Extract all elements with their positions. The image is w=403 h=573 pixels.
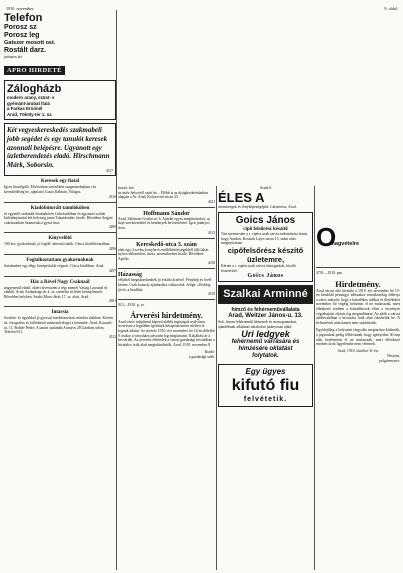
- hirdetmeny-title: Hirdetmény.: [335, 278, 381, 289]
- phone-line: Porosz sz: [4, 24, 37, 31]
- goics-sign: Goics János: [247, 273, 284, 280]
- hirdetmeny-sign-2: polgármester.: [379, 358, 400, 363]
- hirdetmeny-date: Arad, 1910. október 31-én.: [337, 348, 379, 353]
- ad-title: Intarsia: [51, 310, 69, 316]
- ad-text: Szobrái- és ágyakkal jó gyorsul faerkészeztzni, minden alakban. Kérem sk. fotográfus és különböző műtermű eleget a kezembe. Arad, Kossuth-ut. 11. Bobler Pedre. A tanári szakmák Aranyos 28 Gárdom udvar. Telefon 611.: [4, 316, 113, 335]
- magvetel-ad: [316, 222, 400, 252]
- divider: [4, 306, 116, 307]
- szalkai-banner: [218, 285, 313, 304]
- kifuto-ad: [218, 364, 313, 407]
- header-page: 9. oldal.: [384, 6, 398, 11]
- ad-title: Ház a Rével Nagy Csaknaál: [30, 279, 90, 285]
- column-4: [316, 186, 400, 364]
- hirdetmeny-ref: 4791—1910. pm.: [316, 271, 343, 275]
- column-2: [118, 186, 215, 359]
- ket-text: Két vegyeskereskedés szakmabeli jobb segédet és egy tanulót keresek azonnali belépésre. Ugyanott egy üzletberendezés eladó. Hirschmann Márk, Soborsin.: [7, 126, 110, 169]
- eles-title: ÉLES A: [218, 189, 265, 205]
- phone-line: jutányos ári: [4, 54, 22, 59]
- header-date: 1910. november.: [6, 6, 35, 11]
- small-ad: [4, 280, 116, 304]
- ad-price: 4312: [108, 334, 116, 339]
- divider: [4, 232, 116, 233]
- divider: [4, 202, 116, 203]
- ad-text: angyenesül eladó, akiért átvesszem a régi mentét Vastag Lajosnál és eladók. Arad, Szabadság-tér 4. sz. rendelni itt lehet kénnyítennél. Bővebbet helyben, Szabó Marx-Járás 17. sz. alatt. Arad.: [4, 285, 108, 299]
- small-ad: [118, 211, 215, 235]
- hirdetmeny-sign: Netyem,: [387, 354, 400, 359]
- zalog-line: Arad, Tököly-tér 1. sz.: [7, 111, 53, 117]
- divider: [4, 276, 116, 277]
- eles-text: szemüvegek és fényképezőgépek. Látszerész, Arad.: [218, 204, 297, 209]
- zalog-line: modern arany, ezüst- s: [7, 95, 55, 101]
- ad-title: Kiadóbútorált tanulóköben: [30, 205, 90, 211]
- column-1: [4, 12, 116, 339]
- column-divider: [116, 10, 117, 570]
- kifuto-line: kifutó fiu: [231, 377, 300, 395]
- uri-line-3: hímzésére oktatást: [238, 346, 293, 353]
- ad-text: 100 kor. gyakorlattal, jó fogfál- keresni tudok. Cím a kiadóhivatalban.: [4, 242, 111, 247]
- hirdetmeny-text-2: Egyidejűleg a helyszíni tárgyalás megtartása kitűzetik, a jogosultak pedig felhívatnak, hogy igényeiket 30 nap alatt bejelenteni el ne mulasszák, mert ellenkező esetben azok figyelembe nem vétetnek.: [316, 328, 400, 347]
- zalog-line: gyémánt-árubat ltalá: [7, 100, 50, 106]
- fehernemu-line: hímző és fehérneművállalata: [231, 307, 300, 314]
- small-ad: [4, 206, 116, 230]
- ad-price: 4289: [108, 225, 116, 230]
- ket-ad: [4, 123, 116, 176]
- zalog-line: a Farkas Ernőnél: [7, 106, 43, 112]
- ad-text: Arad, Salétrom-Gyülai ut. 6. Ajánlat egyes megbízásokra, uj hajó szerkezetekre és kémények bevezetésére. Igen jutányos áron.: [118, 216, 210, 230]
- column-3: [218, 186, 313, 410]
- egy-ugyes: Egy ügyes: [245, 367, 286, 377]
- uri-line: Uri ledgyek: [241, 329, 290, 340]
- top-label: Aradi 6: [259, 186, 272, 190]
- small-ad: [118, 272, 215, 296]
- goics-big: cipőfelsőrész készítő üzletemre,: [227, 245, 304, 264]
- top-price: 4321: [207, 199, 215, 204]
- ad-title: Keresek egy fiatal: [40, 179, 80, 185]
- goics-text-2: Kérem a t. cipész urak szíves támogatását, kiváló tisztelettel:: [221, 263, 296, 273]
- ad-title: Kínyvelőtő: [48, 236, 72, 242]
- ad-text: Igyes kiszolgáló. Elsősorban szerződési szagmászbajban s ki kereskedőség be, ajánlatot Gusta Kálmán, Világos.: [4, 185, 97, 195]
- ad-title: Kereskedő-utca 3. szám: [136, 241, 197, 248]
- page-header: [6, 6, 398, 11]
- small-ad: [4, 179, 116, 198]
- ad-text: és egyenlő szakmák Szabadtéren Cukrászdában és ugyanott szobái különbejárattal két helyiség jutna Tukaidembe; kiadó. Bővebbet Szigeti cukrászatban Szamosútca gymi-útca.: [4, 211, 113, 225]
- ad-text: céljából megismerkednék jó erkölcsű nővel. Fénykép és levél kérem. Csak komoly ajánlatokra válaszolok. Jelige: »Boldog jövő« a kiadóba.: [118, 278, 212, 292]
- column-divider: [314, 186, 315, 570]
- divider: [118, 299, 215, 300]
- ad-price: 4297: [108, 268, 116, 273]
- phone-line: Gatszer mosott ost.: [4, 40, 56, 46]
- ad-price: 4296: [108, 247, 116, 251]
- felvetetik-line: felvétetik.: [243, 396, 288, 404]
- small-ad: [118, 242, 215, 266]
- goics-sub: cipő felsőrész készítő: [243, 227, 288, 233]
- small-ad: [4, 258, 116, 273]
- ket-price: 4317: [105, 169, 113, 174]
- zalog-title: Zálogházb: [7, 83, 62, 96]
- ad-price: 4301: [108, 299, 116, 304]
- uri-line-2: fehérnemű varrására és: [231, 339, 300, 346]
- column-divider: [216, 186, 217, 570]
- phone-title: Telefon: [4, 12, 43, 24]
- ad-text: alatt egy 4 szoba, konyha és mellékhelyiségekből álló lakás nyitva időszerűen, tiszta, novemberben kiadó. Bővebbet: Apollo.: [118, 247, 209, 261]
- address-line: Arad, Weitzer János-u. 13.: [228, 313, 303, 320]
- goics-name: Goics János: [235, 215, 296, 227]
- divider: [316, 267, 400, 268]
- hirdetmeny-text: Arad városi adó hivatala a 1910. évi november hó 15-én kezdődő pénzügyi időszakra vonatkozólag felhívja a város adózóit, hogy a hátralékos adókat és illetékeket november hó végéig befizetni el ne mulasszák, mert ellenkező esetben a hátralékosok ellen a törvényes végrehajtási eljárás fog megindíttatni. Az adók a városi adóhivatalban a hivatalos órák alatt fizethetők be. A befizetések után kamat nem számíttatik.: [316, 288, 400, 325]
- divider: [4, 254, 116, 255]
- ad-title: Házasság: [118, 272, 142, 279]
- ad-title: Foglalkoztattam gyakornoknak: [26, 258, 94, 263]
- szalkai-text: Sok, finom fehérneműt hímeztek és monogramokat, ajándéknak alkalmas darabokat jutányosan ajánl.: [218, 320, 297, 329]
- ad-price: 4319: [207, 292, 215, 297]
- magvetelre-line: magvételre: [330, 241, 360, 247]
- top-text-2: az intéz helyeiről szint be... Előbb is az újsághirdetésünkön alapján a Ar. Arad, Kolozsvári-útcza 25.: [118, 190, 208, 200]
- uri-line-4: folytatok.: [252, 353, 279, 360]
- arveres-sign: Kiadó:: [204, 350, 215, 355]
- top-text: hozzá, hol: [118, 186, 134, 190]
- szalkai-name: Szalkai Arminné: [223, 288, 308, 301]
- phone-line: Rostált darz.: [4, 46, 47, 54]
- phone-line: Porosz leg: [4, 32, 40, 39]
- small-ad: [4, 236, 116, 251]
- arveres-sign-2: a gazdasági szék.: [188, 354, 215, 359]
- divider: [118, 207, 215, 208]
- ad-price: 4315: [207, 230, 215, 235]
- ad-price: 4318: [207, 261, 215, 266]
- apro-banner: APRO HIRDETÉ: [4, 66, 65, 75]
- goics-ad: [218, 212, 313, 282]
- ad-price: 4316: [108, 194, 116, 199]
- arveres-ref: 913—1910. g. sz.: [118, 303, 145, 308]
- ad-title: Hoffmann Sándor: [143, 210, 190, 217]
- small-ad: [4, 310, 116, 338]
- big-letter: O: [316, 222, 337, 252]
- divider: [118, 268, 215, 269]
- ad-text: fiatalember egy dégy középiskolát végzett. Cím a kiadóban. Arad.: [4, 264, 105, 268]
- goics-text: Van szerencsém a t. cipész urak szives tudomására hozni, hogy Aradon, Kossuth Lajos-utcza 15. szám alatt megnyitottam: [221, 232, 309, 246]
- zalog-ad: [4, 80, 116, 120]
- arveres-text: Arad város tulajdonát képező alábbi ingóságok nyilvános árverésen a legtöbbet ígérőnek készpénzfizetés mellett el fognak adatni. Az árverés 1910. évi november hó 14-én délelőtt 9 órakor a városháza udvarán fog megtartatni. Kikiáltási ár a becsérték. Az árverési feltételek a városi gazdasági hivatalban a hivatalos órák alatt megtekinthetők. Arad, 1910. november 8.: [118, 319, 215, 347]
- divider: [118, 238, 215, 239]
- arveres-title: Árverési hirdetmény.: [130, 310, 203, 320]
